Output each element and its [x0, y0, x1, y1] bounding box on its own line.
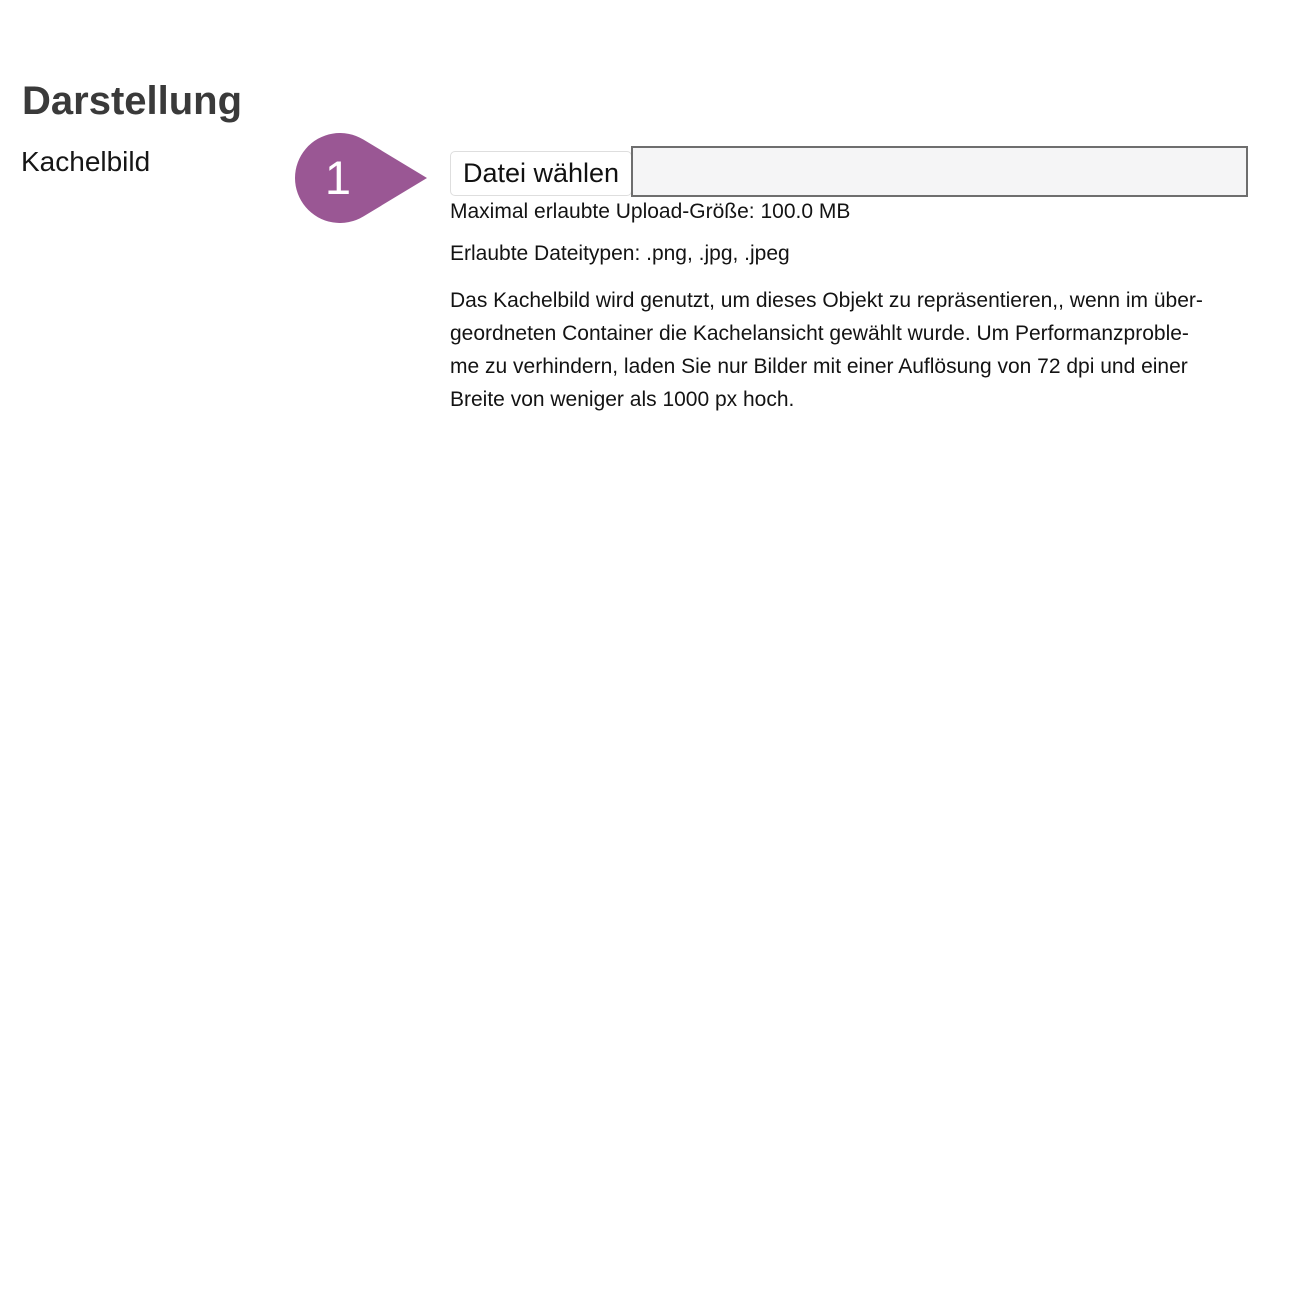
- description-line: geordneten Container die Kachelansicht gewählt wurde. Um Performanzproble-: [450, 322, 1189, 345]
- field-description: [450, 284, 1260, 416]
- file-name-field[interactable]: [631, 146, 1248, 197]
- page-title: Darstellung: [22, 79, 243, 124]
- file-types-hint: Erlaubte Dateitypen: .png, .jpg, .jpeg: [450, 242, 790, 265]
- annotation-step-1-marker: [295, 133, 429, 223]
- annotation-number: 1: [324, 151, 352, 204]
- description-line: Das Kachelbild wird genutzt, um dieses Objekt zu repräsentieren,, wenn im über-: [450, 289, 1203, 312]
- file-choose-button[interactable]: Datei wählen: [450, 151, 632, 196]
- description-line: me zu verhindern, laden Sie nur Bilder mit einer Auflösung von 72 dpi und einer: [450, 355, 1188, 378]
- annotation-marker-shape: [295, 133, 427, 223]
- upload-size-hint: Maximal erlaubte Upload-Größe: 100.0 MB: [450, 200, 851, 223]
- field-label-kachelbild: Kachelbild: [21, 146, 151, 177]
- description-line: Breite von weniger als 1000 px hoch.: [450, 388, 795, 411]
